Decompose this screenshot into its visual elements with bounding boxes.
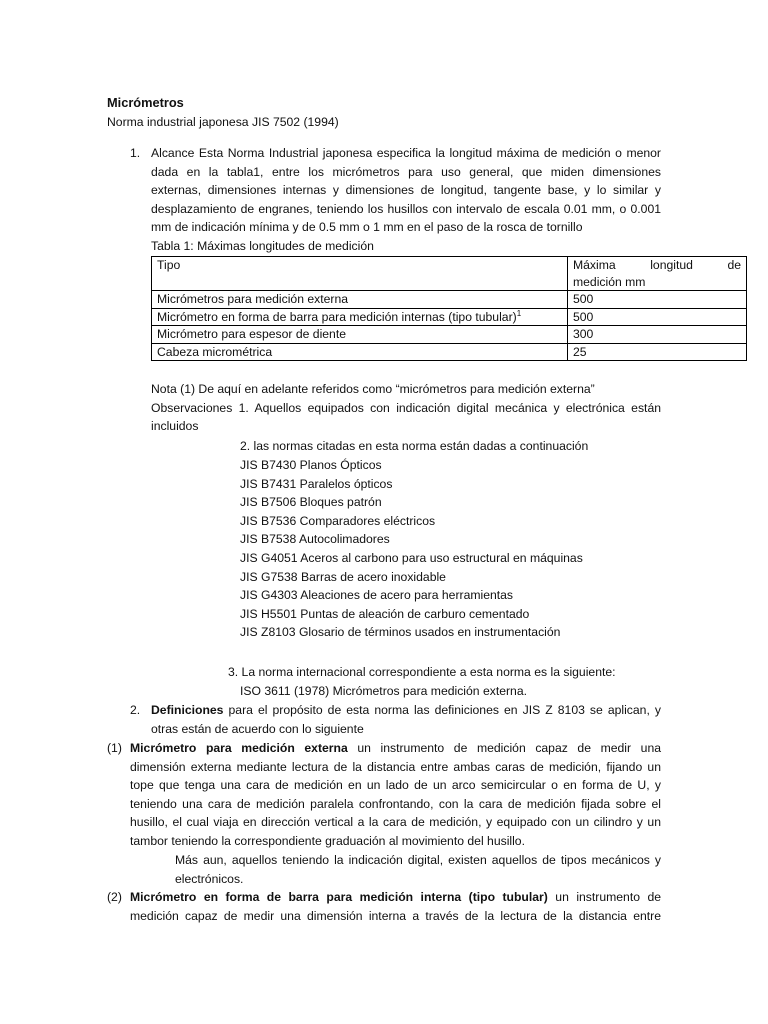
definition-2-text: un instrumento de [547,890,662,904]
iso-reference: ISO 3611 (1978) Micrómetros para medición externa. [240,684,527,698]
section-1-line: externas, dimensiones internas y dimensiones de longitud, tangente base, y lo similar y [151,183,661,198]
section-1-line: Alcance Esta Norma Industrial japonesa especifica la longitud máxima de medición o menor [151,146,661,160]
definition-1-extra [175,851,661,888]
table-cell-tipo: Cabeza micrométrica [152,343,568,361]
definition-1 [130,739,661,851]
table-header-row [152,257,747,291]
list-item: JIS H5501 Puntas de aleación de carburo cementado [240,606,530,621]
section-1-line: dada en la tabla1, entre los micrómetros para uso general, que miden dimensiones [151,164,661,179]
definition-1-line: tope que tenga una cara de medición en un lado de un arco semicircular o en forma de U, y [130,778,661,793]
section-2-heading: Definiciones [151,703,224,717]
definition-1-extra-line: electrónicos. [175,871,244,886]
definition-2-number: (2) [107,890,122,904]
section-1-line: desplazamiento de engranes, teniendo los husillos con intervalo de escala 0.01 mm, o 0.001 [151,201,661,216]
definition-1-term: Micrómetro para medición externa [130,741,348,755]
table-cell-value: 300 [568,326,747,344]
note-1: Nota (1) De aquí en adelante referidos como “micrómetros para medición externa” [151,382,595,396]
table-row [152,326,747,344]
section-1-number: 1. [130,146,141,160]
section-2-definitions [151,701,661,738]
table-caption: Tabla 1: Máximas longitudes de medición [151,239,374,253]
table-header-word: Máxima [573,258,616,272]
table-header-tipo: Tipo [152,257,568,291]
max-length-table [151,256,747,361]
observation-3: 3. La norma internacional correspondiente a esta norma es la siguiente: [228,665,616,679]
list-item: JIS B7506 Bloques patrón [240,495,382,510]
table-row [152,343,747,361]
list-item: JIS G7538 Barras de acero inoxidable [240,569,446,584]
table-row [152,291,747,309]
list-item: JIS Z8103 Glosario de términos usados en instrumentación [240,625,561,640]
section-1-line: mm de indicación mínima y de 0.5 mm o 1 mm en el paso de la rosca de tornillo [151,220,583,235]
footnote-marker: 1 [516,308,522,318]
table-row [152,308,747,326]
list-item: JIS B7430 Planos Ópticos [240,458,382,472]
notes-block [151,380,661,436]
table-cell-value: 500 [568,291,747,309]
observation-1-cont: incluidos [151,419,199,434]
observation-2: 2. las normas citadas en esta norma están dadas a continuación [240,439,589,453]
list-item: JIS B7536 Comparadores eléctricos [240,513,436,528]
reference-list [240,456,583,642]
table-cell-tipo: Micrómetros para medición externa [152,291,568,309]
section-2-number: 2. [130,703,141,717]
definition-1-line: dimensión externa mediante lectura de la distancia entre ambas caras de medición, fijando un [130,759,661,774]
table-cell-tipo: Micrómetro para espesor de diente [152,326,568,344]
table-header-word: longitud [650,258,693,272]
document-subtitle: Norma industrial japonesa JIS 7502 (1994) [107,115,339,129]
section-2-text: para el propósito de esta norma las definiciones en JIS Z 8103 se aplican, y [223,703,661,717]
list-item: JIS B7431 Paralelos ópticos [240,476,393,491]
definition-2-line: medición capaz de medir una dimensión interna a través de la lectura de la distancia entre [130,908,661,923]
table-cell-tipo [152,308,568,326]
table-header-word: de [727,258,741,272]
list-item: JIS G4303 Aleaciones de acero para herramientas [240,588,514,603]
table-cell-value: 25 [568,343,747,361]
definition-1-line: teniendo una cara de medición paralela confrontando, con la cara de medición fijada sobre el [130,796,661,811]
table-cell-value: 500 [568,308,747,326]
table-header-word: medición mm [573,274,646,289]
table-cell-text: Micrómetro en forma de barra para medición internas (tipo tubular) [157,309,517,324]
definition-2-line [130,888,661,907]
observation-1: Observaciones 1. Aquellos equipados con indicación digital mecánica y electrónica están [151,400,661,415]
document-title: Micrómetros [107,95,184,110]
definition-1-line [130,739,661,758]
section-1-scope [151,144,661,237]
table-header-max [568,257,747,291]
list-item: JIS B7538 Autocolimadores [240,532,390,547]
definition-1-number: (1) [107,741,122,755]
section-2-line [151,701,661,720]
definition-2 [130,888,661,925]
definition-2-term: Micrómetro en forma de barra para medición interna (tipo tubular) [130,890,548,904]
definition-1-line: husillo, el cual viaja en dirección vertical a la cara de medición, y equipado con un cilindro y un [130,815,661,830]
definition-1-text: un instrumento de medición capaz de medir una [347,741,661,755]
list-item: JIS G4051 Aceros al carbono para uso estructural en máquinas [240,550,583,565]
definition-1-extra-line: Más aun, aquellos teniendo la indicación digital, existen aquellos de tipos mecánicos y [175,853,661,867]
section-2-line: otras están de acuerdo con lo siguiente [151,721,364,736]
definition-1-line: tambor teniendo la correspondiente graduación al movimiento del husillo. [130,833,525,848]
